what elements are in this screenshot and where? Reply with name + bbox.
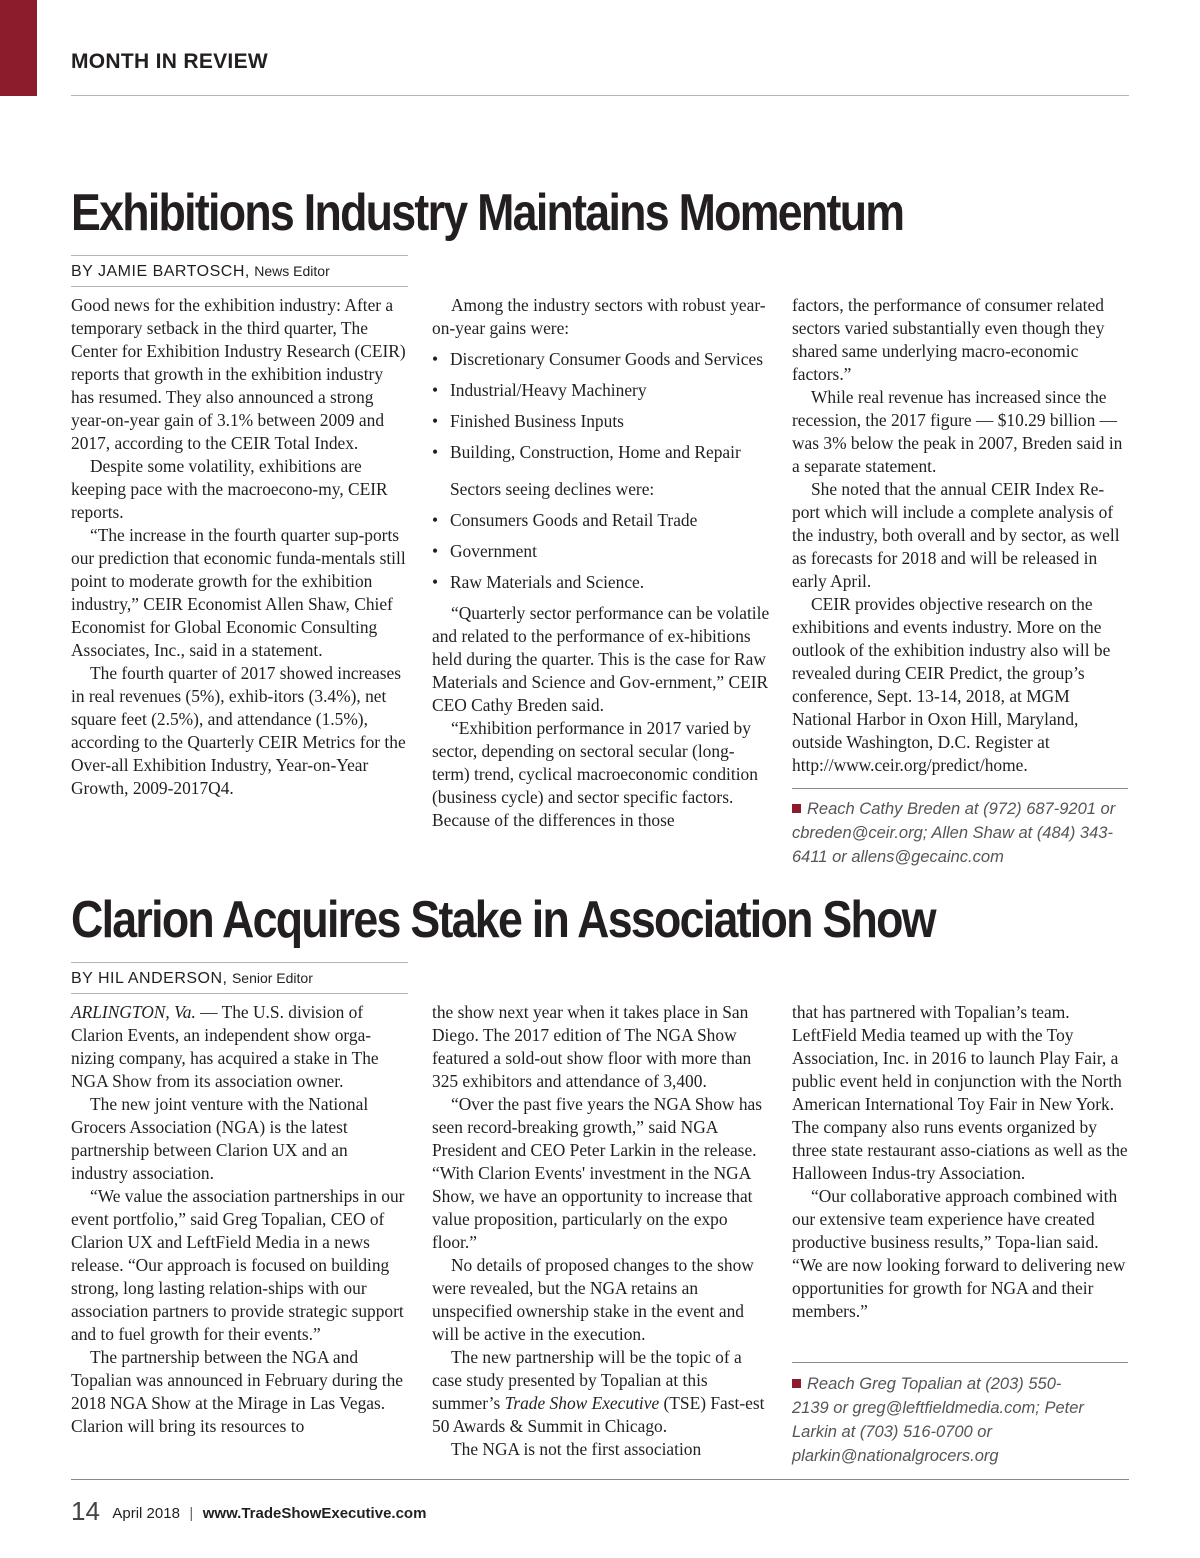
footer <box>71 1496 426 1527</box>
article2-headline: Clarion Acquires Stake in Association Show <box>71 891 935 949</box>
page-number: 14 <box>71 1496 100 1526</box>
paragraph: Among the industry sectors with robust year-on-year gains were: <box>432 295 766 338</box>
accent-bar <box>0 0 37 96</box>
paragraph: No details of proposed changes to the show were revealed, but the NGA retains an unspecified ownership stake in the event and will be active in the execution. <box>432 1255 754 1344</box>
paragraph: the show next year when it takes place in San Diego. The 2017 edition of The NGA Show featured a sold-out show floor with more than 325 exhibitors and attendance of 3,400. <box>432 1002 752 1091</box>
contact-text: Reach Cathy Breden at (972) 687-9201 or cbreden@ceir.org; Allen Shaw at (484) 343-6411 or allens@gecainc.com <box>792 800 1116 866</box>
dateline: ARLINGTON, Va. <box>71 1002 196 1022</box>
article1-byline <box>71 255 408 287</box>
paragraph: “Our collaborative approach combined with our extensive team experience have created productive business results,” Topa-lian said. “We are now looking forward to delivering new opportunities for growth for NGA and their members.” <box>792 1186 1126 1321</box>
footer-separator: | <box>189 1505 194 1522</box>
square-bullet-icon <box>792 804 801 813</box>
list-item: • Finished Business Inputs <box>432 410 772 433</box>
paragraph <box>71 1001 408 1093</box>
paragraph: The NGA is not the first association <box>451 1439 702 1459</box>
paragraph: Despite some volatility, exhibitions are keeping pace with the macroecono-my, CEIR reports. <box>71 456 388 522</box>
list-item: • Industrial/Heavy Machinery <box>432 379 772 402</box>
article2-column-2 <box>432 1001 772 1461</box>
list-item: • Discretionary Consumer Goods and Services <box>432 348 772 371</box>
paragraph: “We value the association partnerships in our event portfolio,” said Greg Topalian, CEO of Clarion UX and LeftField Media in a news release. “Our approach is focused on building strong, long lasting relation-ships with our association partners to provide strategic support and to fuel growth for their events.” <box>71 1186 405 1344</box>
article1-byline-author: BY JAMIE BARTOSCH, <box>71 263 250 280</box>
website-link[interactable]: www.TradeShowExecutive.com <box>202 1505 427 1522</box>
article2-byline <box>71 962 408 994</box>
lead-text: — The U.S. division of Clarion Events, an independent show orga-nizing company, has acquired a stake in The NGA Show from its association owner. <box>71 1002 379 1091</box>
paragraph: “Exhibition performance in 2017 varied by sector, depending on sectoral secular (long-term) trend, cyclical macroeconomic condition (business cycle) and sector specific factors. Because of the differences in those <box>432 718 758 830</box>
tse-pre: The new partnership will be the topic of a case study presented by Topalian at this summer’s <box>432 1347 742 1413</box>
paragraph: The fourth quarter of 2017 showed increases in real revenues (5%), exhib-itors (3.4%), net square feet (2.5%), and attendance (1.5%), according to the Quarterly CEIR Metrics for the Over-all Exhibition Industry, Year-on-Year Growth, 2009-2017Q4. <box>71 663 406 798</box>
declines-list <box>432 509 772 594</box>
paragraph: “Over the past five years the NGA Show has seen record-breaking growth,” said NGA President and CEO Peter Larkin in the release. “With Clarion Events' investment in the NGA Show, we have an opportunity to increase that value proposition, particularly on the expo floor.” <box>432 1094 763 1252</box>
square-bullet-icon <box>792 1379 801 1388</box>
tse-post: (TSE) Fast-est 50 Awards & Summit in Chicago. <box>432 1393 765 1436</box>
paragraph: that has partnered with Topalian’s team. LeftField Media teamed up with the Toy Association, Inc. in 2016 to launch Play Fair, a public event held in conjunction with the North American International Toy Fair in New York. The company also runs events organized by three state restaurant asso-ciations as well as the Halloween Indus-try Association. <box>792 1002 1128 1183</box>
paragraph: She noted that the annual CEIR Index Re-port which will include a complete analysis of the industry, both overall and by sector, as well as forecasts for 2018 and will be released in early April. <box>792 479 1120 591</box>
article1-column-2 <box>432 294 772 832</box>
list-item: • Government <box>432 540 772 563</box>
paragraph <box>432 1346 772 1438</box>
article1-column-3 <box>792 294 1130 777</box>
article1-contact <box>792 797 1128 869</box>
paragraph: “Quarterly sector performance can be volatile and related to the performance of ex-hibitions held during the quarter. This is the case for Raw Materials and Science and Gov-ernment,” CEIR CEO Cathy Breden said. <box>432 603 770 715</box>
paragraph: “The increase in the fourth quarter sup-ports our prediction that economic funda-mentals still point to moderate growth for the exhibition industry,” CEIR Economist Allen Shaw, Chief Economist for Global Economic Consulting Associates, Inc., said in a statement. <box>71 525 406 660</box>
article1-column-1 <box>71 294 408 800</box>
declines-intro: Sectors seeing declines were: <box>450 479 655 499</box>
paragraph: CEIR provides objective research on the exhibitions and events industry. More on the outlook of the exhibition industry also will be revealed during CEIR Predict, the group’s conference, Sept. 13-14, 2018, at MGM National Harbor in Oxon Hill, Maryland, outside Washington, D.C. Register at http://www.ceir.org/predict/home. <box>792 594 1111 775</box>
list-item: • Building, Construction, Home and Repair <box>432 441 772 464</box>
tse-publication: Trade Show Executive <box>504 1393 660 1413</box>
paragraph: Good news for the exhibition industry: After a temporary setback in the third quarter, The Center for Exhibition Industry Research (CEIR) reports that growth in the exhibition industry has resumed. They also announced a strong year-on-year gain of 3.1% between 2009 and 2017, according to the CEIR Total Index. <box>71 295 406 453</box>
header-rule <box>71 95 1129 96</box>
footer-rule <box>71 1479 1129 1480</box>
contact-text: Reach Greg Topalian at (203) 550-2139 or greg@leftfieldmedia.com; Peter Larkin at (703) 516-0700 or plarkin@nationalgrocers.org <box>792 1375 1084 1465</box>
article1-headline: Exhibitions Industry Maintains Momentum <box>71 184 904 242</box>
issue-date: April 2018 <box>112 1505 180 1522</box>
contact-rule <box>792 788 1128 789</box>
gains-list <box>432 348 772 464</box>
article1-byline-role: News Editor <box>254 263 330 279</box>
paragraph: The partnership between the NGA and Topalian was announced in February during the 2018 NGA Show at the Mirage in Las Vegas. Clarion will bring its resources to <box>71 1347 404 1436</box>
contact-rule <box>792 1362 1128 1363</box>
article2-byline-role: Senior Editor <box>231 970 313 986</box>
section-title: MONTH IN REVIEW <box>71 50 268 73</box>
article2-byline-author: BY HIL ANDERSON, <box>71 970 228 987</box>
article2-column-3 <box>792 1001 1130 1323</box>
paragraph: factors, the performance of consumer related sectors varied substantially even though they shared same underlying macro-economic factors.” <box>792 295 1105 384</box>
list-item: • Raw Materials and Science. <box>432 571 772 594</box>
list-item: • Consumers Goods and Retail Trade <box>432 509 772 532</box>
article2-contact <box>792 1372 1092 1468</box>
paragraph: While real revenue has increased since the recession, the 2017 figure — $10.29 billion — was 3% below the peak in 2007, Breden said in a separate statement. <box>792 387 1123 476</box>
paragraph: The new joint venture with the National Grocers Association (NGA) is the latest partnership between Clarion UX and an industry association. <box>71 1094 369 1183</box>
article2-column-1 <box>71 1001 408 1438</box>
